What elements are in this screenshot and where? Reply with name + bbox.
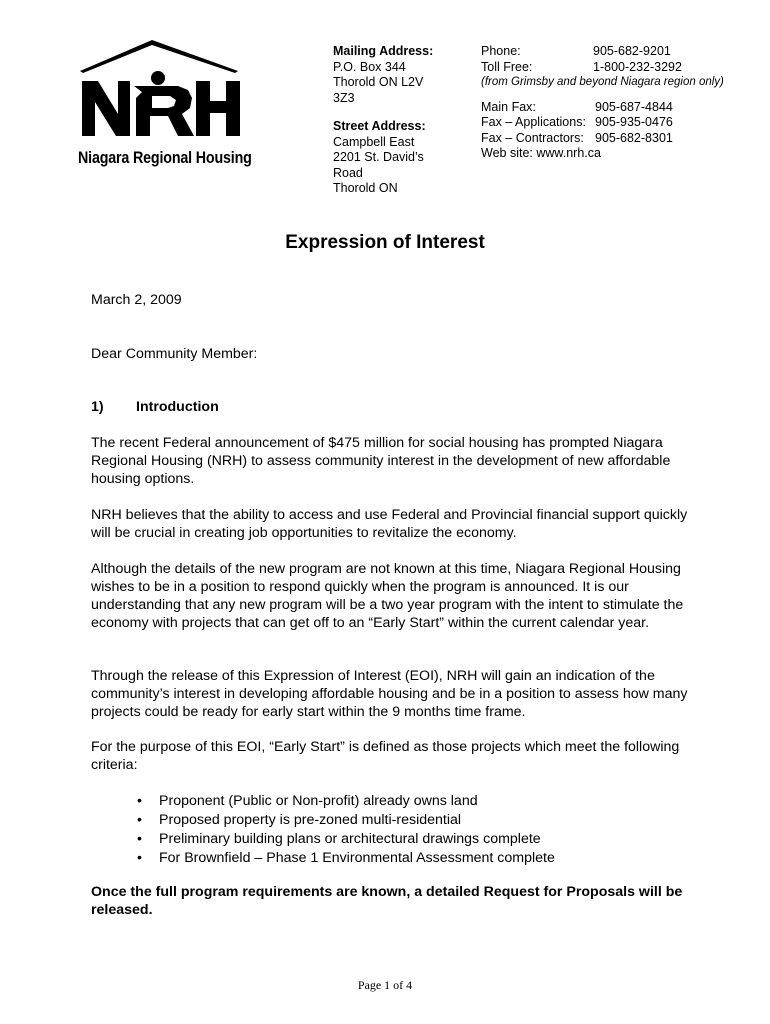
main-fax-label: Main Fax:	[481, 99, 536, 114]
paragraph: The recent Federal announcement of $475 million for social housing has prompted Niagara Regional Housing (NRH) to assess community interest in the development of new affordable housing options.	[91, 435, 671, 487]
list-item: • Proponent (Public or Non-profit) already owns land	[159, 792, 555, 811]
mailing-line: Thorold ON L2V	[333, 75, 424, 89]
letter-date: March 2, 2009	[91, 292, 182, 308]
street-line: Thorold ON	[333, 181, 398, 195]
fax-applications-value: 905-935-0476	[595, 115, 673, 129]
list-item: • For Brownfield – Phase 1 Environmental Assessment complete	[159, 849, 555, 868]
list-item: • Preliminary building plans or architectural drawings complete	[159, 830, 555, 849]
street-line: 2201 St. David’s	[333, 150, 424, 164]
nrh-logo-mark	[78, 38, 248, 148]
address-block	[333, 44, 448, 197]
tollfree-label: Toll Free:	[481, 59, 533, 74]
fax-contractors-label: Fax – Contractors:	[481, 130, 584, 145]
tollfree-value: 1-800-232-3292	[593, 59, 682, 74]
street-address-label: Street Address:	[333, 119, 426, 133]
mailing-line: 3Z3	[333, 90, 355, 105]
fax-contractors-row	[481, 131, 741, 147]
list-item: • Proposed property is pre-zoned multi-residential	[159, 811, 555, 830]
section-number: 1)	[91, 399, 104, 415]
section-heading	[91, 398, 219, 416]
fax-applications-row	[481, 115, 741, 131]
section-title: Introduction	[136, 399, 219, 415]
phone-row	[481, 44, 741, 60]
page-number: Page 1 of 4	[357, 978, 413, 992]
paragraph: Through the release of this Expression of Interest (EOI), NRH will gain an indication of the community’s interest in developing affordable housing and be in a position to assess how many projects could be ready for early start within the 9 months time frame.	[91, 668, 688, 720]
mailing-line: P.O. Box 344	[333, 59, 406, 74]
phone-value: 905-682-9201	[593, 44, 671, 58]
street-line: Campbell East	[333, 134, 415, 149]
paragraph: NRH believes that the ability to access and use Federal and Provincial financial support quickly will be crucial in creating job opportunities to revitalize the economy.	[91, 507, 688, 541]
contact-block	[481, 44, 741, 162]
paragraph: Although the details of the new program are not known at this time, Niagara Regional Housing wishes to be in a position to respond quickly when the program is announced. It is our understanding that any new program will be a two year program with the intent to stimulate the economy with projects that can get off to an “Early Start” within the current calendar year.	[91, 561, 684, 631]
tollfree-row	[481, 60, 741, 76]
document-title: Expression of Interest	[285, 232, 485, 253]
fax-applications-label: Fax – Applications:	[481, 115, 586, 129]
fax-contractors-value: 905-682-8301	[595, 130, 673, 145]
website: Web site: www.nrh.ca	[481, 146, 601, 160]
paragraph: For the purpose of this EOI, “Early Start” is defined as those projects which meet the following criteria:	[91, 739, 680, 773]
nrh-logo	[78, 38, 252, 178]
phone-label: Phone:	[481, 44, 521, 58]
main-fax-value: 905-687-4844	[595, 99, 673, 114]
main-fax-row	[481, 100, 741, 116]
mailing-address-label: Mailing Address:	[333, 44, 434, 58]
salutation: Dear Community Member:	[91, 346, 258, 362]
criteria-list	[137, 792, 555, 868]
org-name: Niagara Regional Housing	[78, 148, 252, 167]
tollfree-note: (from Grimsby and beyond Niagara region only)	[481, 76, 724, 88]
street-line: Road	[333, 165, 363, 180]
closing-statement: Once the full program requirements are known, a detailed Request for Proposals will be released.	[91, 884, 683, 918]
